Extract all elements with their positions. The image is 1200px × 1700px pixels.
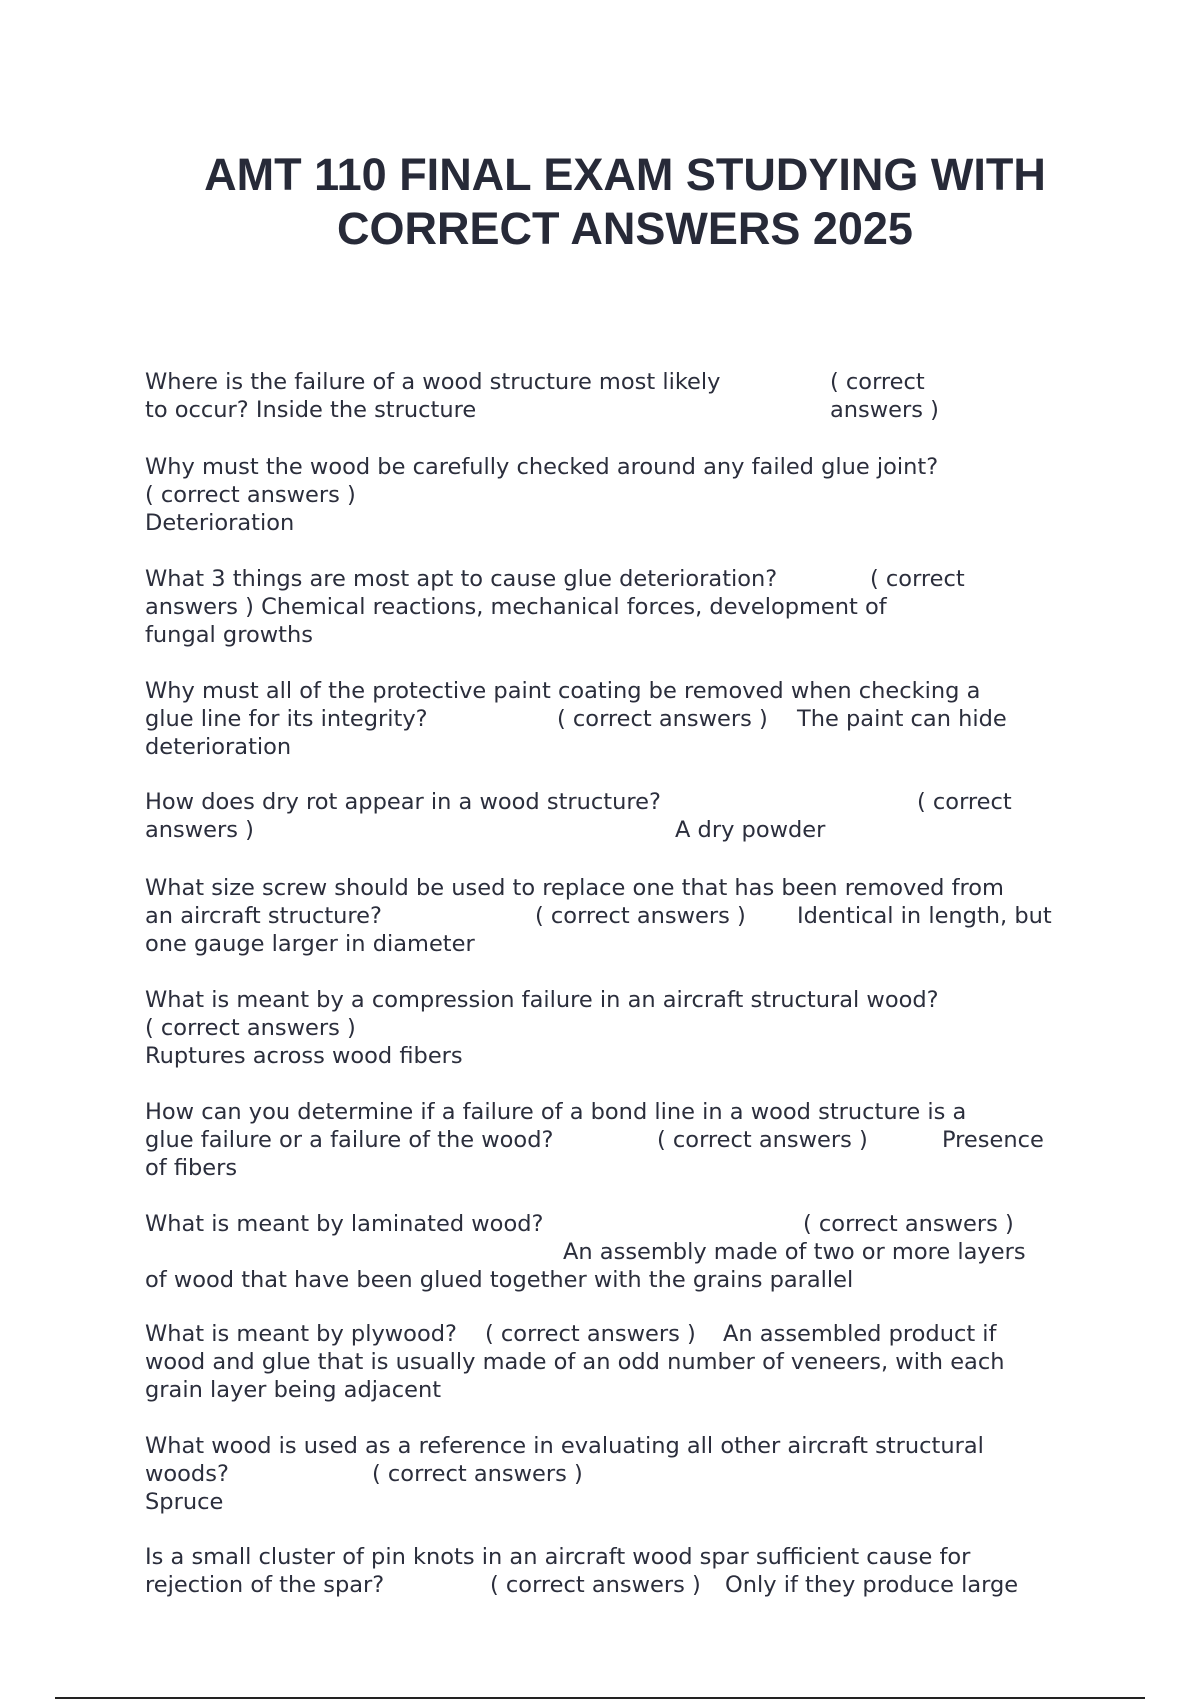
answer-text: Deterioration bbox=[145, 510, 295, 536]
question-text: to occur? Inside the structure bbox=[145, 397, 477, 423]
qa-item-8 bbox=[145, 1098, 1075, 1182]
answer-label: answers ) bbox=[145, 817, 254, 843]
question-text: What wood is used as a reference in evaluating all other aircraft structural bbox=[145, 1433, 984, 1459]
answer-label: ( correct answers ) bbox=[657, 1127, 868, 1153]
page-title-line-1: AMT 110 FINAL EXAM STUDYING WITH bbox=[204, 149, 1046, 200]
question-text: What is meant by laminated wood? bbox=[145, 1211, 544, 1237]
qa-item-9 bbox=[145, 1210, 1075, 1294]
answer-text: deterioration bbox=[145, 734, 292, 760]
qa-item-3 bbox=[145, 565, 1075, 649]
answer-text: A dry powder bbox=[675, 817, 826, 843]
question-text: Where is the failure of a wood structure most likely bbox=[145, 369, 721, 395]
question-text: glue line for its integrity? bbox=[145, 706, 428, 732]
qa-item-12 bbox=[145, 1543, 1075, 1599]
answer-label: ( correct bbox=[830, 369, 925, 395]
qa-item-7 bbox=[145, 986, 1075, 1070]
answer-text: of wood that have been glued together with the grains parallel bbox=[145, 1267, 854, 1293]
answer-text: Ruptures across wood fibers bbox=[145, 1043, 463, 1069]
question-text: How does dry rot appear in a wood structure? bbox=[145, 789, 661, 815]
question-text: Is a small cluster of pin knots in an aircraft wood spar sufficient cause for bbox=[145, 1544, 971, 1570]
page-bottom-rule bbox=[55, 1697, 1145, 1699]
answer-text: An assembly made of two or more layers bbox=[563, 1239, 1026, 1265]
answer-label: ( correct answers ) bbox=[145, 482, 356, 508]
page-title bbox=[100, 148, 1150, 256]
question-text: woods? bbox=[145, 1461, 229, 1487]
answer-label: ( correct bbox=[917, 789, 1012, 815]
answer-text: answers ) Chemical reactions, mechanical forces, development of bbox=[145, 594, 887, 620]
answer-label: ( correct answers ) bbox=[803, 1211, 1014, 1237]
answer-label: ( correct answers ) bbox=[485, 1321, 696, 1347]
qa-item-4 bbox=[145, 677, 1075, 761]
question-text: What is meant by a compression failure in an aircraft structural wood? bbox=[145, 987, 939, 1013]
question-text: What size screw should be used to replace one that has been removed from bbox=[145, 875, 1004, 901]
question-text: What is meant by plywood? bbox=[145, 1321, 457, 1347]
answer-text: Presence bbox=[942, 1127, 1044, 1153]
answer-text: one gauge larger in diameter bbox=[145, 931, 475, 957]
qa-item-1 bbox=[145, 368, 1075, 424]
qa-item-2 bbox=[145, 453, 1075, 537]
question-text: What 3 things are most apt to cause glue deterioration? bbox=[145, 566, 778, 592]
answer-text: wood and glue that is usually made of an odd number of veneers, with each bbox=[145, 1349, 1005, 1375]
answer-label: ( correct answers ) bbox=[535, 903, 746, 929]
answer-label: ( correct answers ) bbox=[145, 1015, 356, 1041]
qa-item-11 bbox=[145, 1432, 1075, 1516]
answer-text: Identical in length, but bbox=[797, 903, 1052, 929]
question-text: an aircraft structure? bbox=[145, 903, 382, 929]
question-text: Why must the wood be carefully checked around any failed glue joint? bbox=[145, 454, 939, 480]
qa-item-5 bbox=[145, 788, 1075, 844]
qa-item-6 bbox=[145, 874, 1075, 958]
question-text: How can you determine if a failure of a bond line in a wood structure is a bbox=[145, 1099, 967, 1125]
answer-label: ( correct answers ) bbox=[490, 1572, 701, 1598]
answer-label: ( correct answers ) bbox=[557, 706, 768, 732]
answer-label: ( correct bbox=[870, 566, 965, 592]
answer-text: of fibers bbox=[145, 1155, 238, 1181]
answer-label: ( correct answers ) bbox=[372, 1461, 583, 1487]
answer-text: An assembled product if bbox=[723, 1321, 997, 1347]
answer-text: The paint can hide bbox=[797, 706, 1007, 732]
question-text: rejection of the spar? bbox=[145, 1572, 385, 1598]
answer-text: Only if they produce large bbox=[725, 1572, 1019, 1598]
question-text: Why must all of the protective paint coating be removed when checking a bbox=[145, 678, 981, 704]
answer-text: grain layer being adjacent bbox=[145, 1377, 442, 1403]
question-text: glue failure or a failure of the wood? bbox=[145, 1127, 554, 1153]
qa-item-10 bbox=[145, 1320, 1075, 1404]
answer-label: answers ) bbox=[830, 397, 939, 423]
answer-text: Spruce bbox=[145, 1489, 224, 1515]
answer-text: fungal growths bbox=[145, 622, 313, 648]
page-title-line-2: CORRECT ANSWERS 2025 bbox=[337, 203, 913, 254]
